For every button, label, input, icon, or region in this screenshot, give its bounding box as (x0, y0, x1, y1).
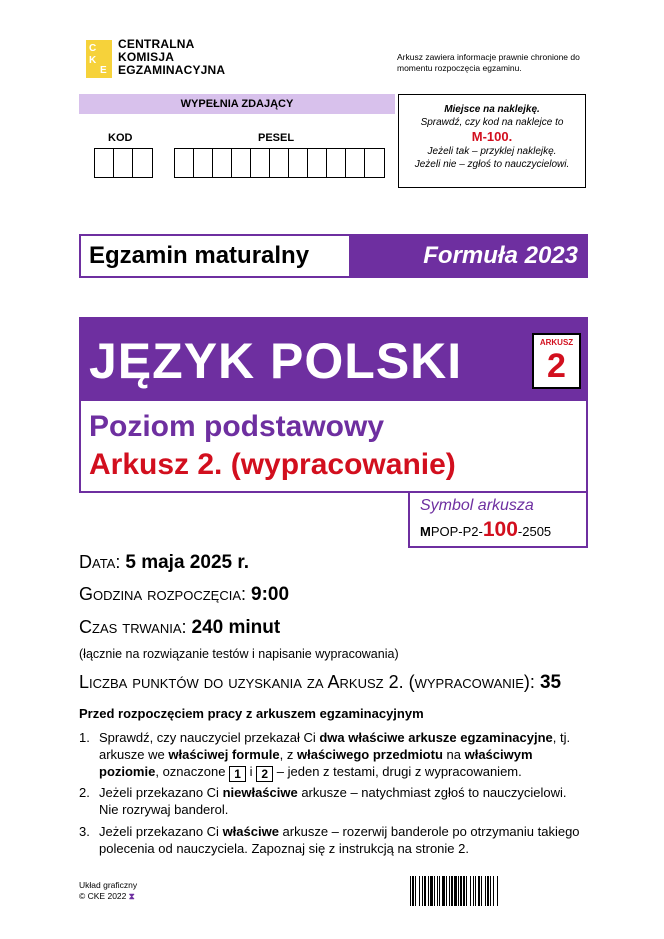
pesel-box[interactable] (365, 149, 384, 177)
exam-duration: Czas trwania: 240 minut (79, 617, 281, 638)
kod-label: KOD (108, 132, 133, 144)
footer-credits (79, 880, 137, 902)
exam-banner (79, 234, 588, 278)
sheet-2-badge: 2 (256, 766, 273, 782)
symbol-value: MPOP-P2-100-2505 (420, 518, 552, 541)
subject-header (81, 319, 586, 401)
legal-notice: Arkusz zawiera informacje prawnie chronione do momentu rozpoczęcia egzaminu. (397, 52, 580, 73)
sheet-symbol (408, 492, 588, 548)
kod-input-boxes[interactable] (94, 148, 153, 178)
subject-block (79, 317, 588, 493)
sticker-line-2: Sprawdź, czy kod na naklejce to (420, 117, 564, 128)
pesel-box[interactable] (194, 149, 213, 177)
fill-in-header: WYPEŁNIA ZDAJĄCY (79, 94, 395, 114)
logo-line-3: EGZAMINACYJNA (118, 63, 226, 77)
instructions-title: Przed rozpoczęciem pracy z arkuszem egzaminacyjnym (79, 706, 424, 721)
pesel-box[interactable] (251, 149, 270, 177)
pesel-box[interactable] (270, 149, 289, 177)
sticker-area (398, 94, 586, 188)
logo-letter-k: K (89, 55, 97, 66)
pesel-input-boxes[interactable] (174, 148, 385, 178)
symbol-label: Symbol arkusza (420, 497, 534, 514)
points-line: Liczba punktów do uzyskania za Arkusz 2. (wypracowanie): 35 (79, 672, 562, 693)
barcode-bar (498, 876, 499, 906)
sticker-code: M-100. (471, 129, 513, 144)
kod-box[interactable] (133, 149, 152, 177)
logo-line-1: CENTRALNA (118, 37, 195, 51)
arkusz-number-box (532, 333, 581, 389)
sheet-1-badge: 1 (229, 766, 246, 782)
exam-start-time: Godzina rozpoczęcia: 9:00 (79, 584, 290, 605)
arkusz-number: 2 (547, 347, 566, 385)
kod-box[interactable] (114, 149, 133, 177)
subject-level: Poziom podstawowy (89, 410, 385, 443)
subject-title: JĘZYK POLSKI (89, 333, 463, 389)
exam-date: Data: 5 maja 2025 r. (79, 552, 249, 573)
instruction-item-2: 2. Jeżeli przekazano Ci niewłaściwe arkusze – natychmiast zgłoś to nauczycielowi. Nie rozrywaj banderol. (79, 785, 567, 817)
sticker-line-3: Jeżeli tak – przyklej naklejkę. (427, 146, 557, 157)
duration-note: (łącznie na rozwiązanie testów i napisanie wypracowania) (79, 647, 399, 661)
sticker-line-1: Miejsce na naklejkę. (444, 104, 540, 115)
pesel-box[interactable] (308, 149, 327, 177)
cke-logo-text (118, 38, 225, 77)
instruction-item-1: 1. Sprawdź, czy nauczyciel przekazał Ci dwa właściwe arkusze egzaminacyjne, tj. arkusze we właściwej formule, z właściwego przedmiotu na właściwym poziomie, oznaczone 1 i 2 – jeden z testami, drugi z wypracowaniem. (79, 730, 571, 781)
logo-line-2: KOMISJA (118, 50, 175, 64)
footer-line-1: Układ graficzny (79, 880, 138, 890)
pesel-box[interactable] (232, 149, 251, 177)
arkusz-label: ARKUSZ (539, 338, 574, 347)
pesel-box[interactable] (213, 149, 232, 177)
pesel-box[interactable] (289, 149, 308, 177)
pesel-box[interactable] (175, 149, 194, 177)
footer-line-2: © CKE 2022 ⧗ (79, 891, 135, 901)
instruction-item-3: 3. Jeżeli przekazano Ci właściwe arkusze – rozerwij banderole po otrzymaniu takiego polecenia od nauczyciela. Zapoznaj się z instrukcją na stronie 2. (79, 824, 580, 856)
sticker-line-4: Jeżeli nie – zgłoś to nauczycielowi. (414, 159, 570, 170)
kod-box[interactable] (95, 149, 114, 177)
pesel-box[interactable] (346, 149, 365, 177)
hourglass-icon: ⧗ (128, 891, 135, 901)
subject-part: Arkusz 2. (wypracowanie) (89, 448, 456, 481)
exam-formula: Formuła 2023 (349, 236, 586, 276)
cke-logo-mark (86, 40, 112, 78)
logo-letter-e: E (100, 65, 107, 76)
exam-name: Egzamin maturalny (81, 236, 349, 276)
pesel-box[interactable] (327, 149, 346, 177)
pesel-label: PESEL (258, 132, 295, 144)
logo-letter-c: C (89, 43, 97, 54)
barcode (410, 876, 587, 906)
